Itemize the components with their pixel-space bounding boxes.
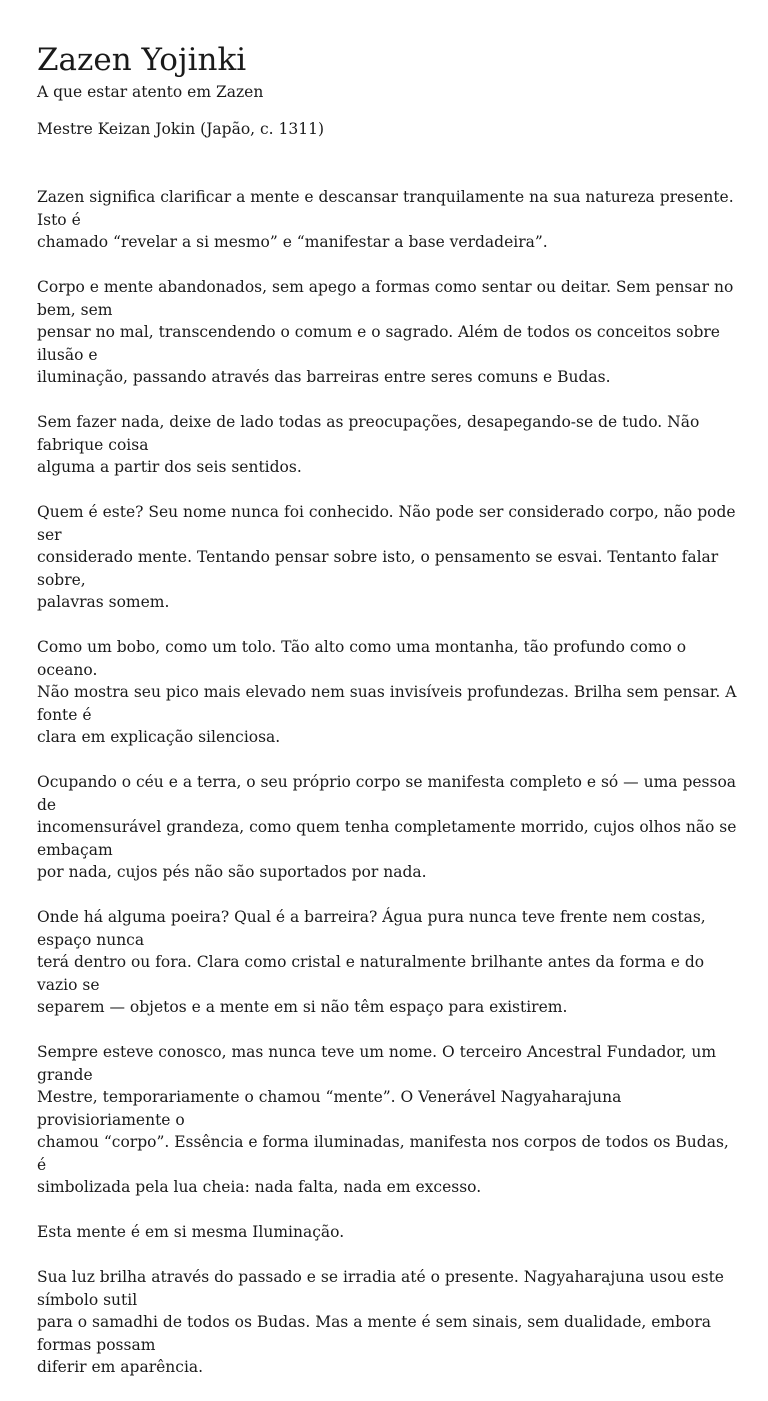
- paragraph: Quem é este? Seu nome nunca foi conhecido. Não pode ser considerado corpo, não pode ser considerado mente. Tentando pensar sobre isto, o pensamento se esvai. Tentanto falar sobre, palavras somem.: [37, 503, 736, 611]
- document-page: [37, 40, 737, 1401]
- document-subtitle: A que estar atento em Zazen: [37, 83, 264, 101]
- paragraph: Esta mente é em si mesma Iluminação.: [37, 1223, 345, 1241]
- paragraph: Sem fazer nada, deixe de lado todas as preocupações, desapegando-se de tudo. Não fabrique coisa alguma a partir dos seis sentidos.: [37, 413, 700, 476]
- paragraph: Zazen significa clarificar a mente e descansar tranquilamente na sua natureza presente. Isto é chamado “revelar a si mesmo” e “manifestar a base verdadeira”.: [37, 188, 734, 251]
- paragraph: Ocupando o céu e a terra, o seu próprio corpo se manifesta completo e só — uma pessoa de incomensurável grandeza, como quem tenha completamente morrido, cujos olhos não se embaçam por nada, cujos pés não são suportados por nada.: [37, 773, 737, 881]
- paragraph: Corpo e mente abandonados, sem apego a formas como sentar ou deitar. Sem pensar no bem, sem pensar no mal, transcendendo o comum e o sagrado. Além de todos os conceitos sobre ilusão e iluminação, passando através das barreiras entre seres comuns e Budas.: [37, 278, 734, 386]
- document-body: [37, 186, 737, 1379]
- document-title: Zazen Yojinki: [37, 42, 247, 78]
- paragraph: Como um bobo, como um tolo. Tão alto como uma montanha, tão profundo como o oceano. Não mostra seu pico mais elevado nem suas invisíveis profundezas. Brilha sem pensar. A fonte é clara em explicação silenciosa.: [37, 638, 737, 746]
- paragraph: Sempre esteve conosco, mas nunca teve um nome. O terceiro Ancestral Fundador, um grande Mestre, temporariamente o chamou “mente”. O Venerável Nagyaharajuna provisioriamente o chamou “corpo”. Essência e forma iluminadas, manifesta nos corpos de todos os Budas, é simbolizada pela lua cheia: nada falta, nada em excesso.: [37, 1043, 729, 1196]
- paragraph: Sua luz brilha através do passado e se irradia até o presente. Nagyaharajuna usou este símbolo sutil para o samadhi de todos os Budas. Mas a mente é sem sinais, sem dualidade, embora formas possam diferir em aparência.: [37, 1268, 724, 1376]
- paragraph: Onde há alguma poeira? Qual é a barreira? Água pura nunca teve frente nem costas, espaço nunca terá dentro ou fora. Clara como cristal e naturalmente brilhante antes da forma e do vazio se separem — objetos e a mente em si não têm espaço para existirem.: [37, 908, 706, 1016]
- document-author: Mestre Keizan Jokin (Japão, c. 1311): [37, 120, 325, 138]
